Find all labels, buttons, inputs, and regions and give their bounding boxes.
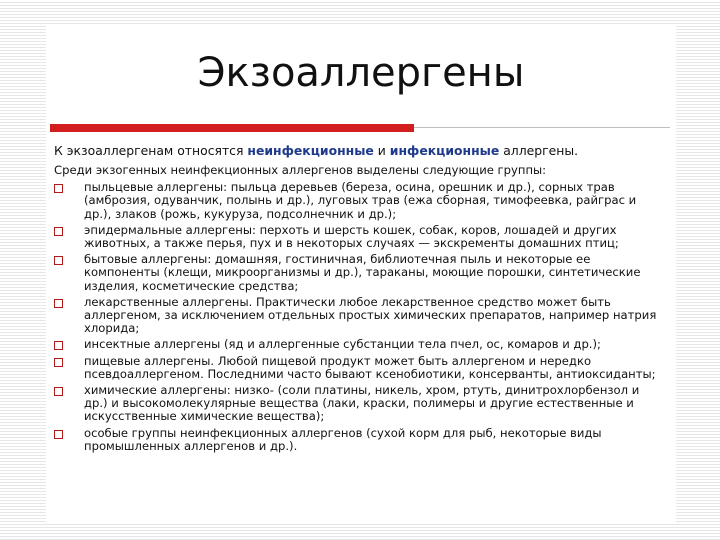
list-item-text: химические аллергены: низко- (соли платины, никель, хром, ртуть, динитрохлорбензол и др.) и высокомолекулярные вещества (лаки, краски, полимеры и другие естественные и искусственные химические вещества); (84, 383, 640, 424)
list-item-text: лекарственные аллергены. Практически любое лекарственное средство может быть аллергеном, за исключением отдельных простых химических препаратов, например натрия хлорида; (84, 294, 657, 336)
list-item (54, 181, 666, 221)
intro-text-after: аллергены. (499, 143, 579, 158)
allergen-list (54, 181, 666, 453)
slide-title: Экзоаллергены (197, 50, 525, 96)
square-bullet-icon (54, 299, 63, 308)
thin-line (414, 127, 670, 128)
term-infectious: инфекционные (389, 143, 500, 158)
list-item-text: инсектные аллергены (яд и аллергенные субстанции тела пчел, ос, комаров и др.); (84, 337, 601, 352)
intro-text-before: К экзоаллергенам относятся (54, 143, 248, 158)
list-item (54, 253, 666, 293)
list-item-text: особые группы неинфекционных аллергенов (сухой корм для рыб, некоторые виды промышленных аллергенов и др.). (84, 425, 602, 453)
groups-heading: Среди экзогенных неинфекционных аллергенов выделены следующие группы: (54, 163, 547, 177)
square-bullet-icon (54, 256, 63, 265)
square-bullet-icon (54, 341, 63, 350)
square-bullet-icon (54, 227, 63, 236)
term-noninfectious: неинфекционные (247, 143, 374, 158)
list-item-text: пыльцевые аллергены: пыльца деревьев (береза, осина, орешник и др.), сорных трав (амброзия, одуванчик, полынь и др.), луговых трав (ежа сборная, тимофеевка, райграс и др.), злаков (рожь, кукуруза, подсолнечник и др.); (84, 180, 637, 221)
title-underline (50, 124, 670, 132)
square-bullet-icon (54, 430, 63, 439)
slide (46, 24, 676, 524)
list-item (54, 384, 666, 424)
list-item (54, 338, 666, 351)
list-item (54, 355, 666, 381)
intro-text-middle: и (373, 143, 390, 158)
list-item (54, 427, 666, 453)
intro-paragraph (54, 144, 666, 158)
list-item (54, 296, 666, 336)
square-bullet-icon (54, 358, 63, 367)
slide-body (54, 144, 666, 456)
accent-bar (50, 124, 414, 132)
list-item (54, 224, 666, 250)
square-bullet-icon (54, 387, 63, 396)
square-bullet-icon (54, 184, 63, 193)
list-item-text: эпидермальные аллергены: перхоть и шерсть кошек, собак, коров, лошадей и других животных, а также перья, пух и в некоторых случаях — экскременты домашних птиц; (84, 222, 619, 251)
list-item-text: бытовые аллергены: домашняя, гостиничная, библиотечная пыль и некоторые ее компоненты (клещи, микроорганизмы и др.), тараканы, моющие порошки, синтетические изделия, косметические средства; (84, 252, 641, 293)
list-item-text: пищевые аллергены. Любой пищевой продукт может быть аллергеном и нередко псевдоаллергеном. Последними часто бывают ксенобиотики, консерванты, антиоксиданты; (84, 353, 656, 381)
